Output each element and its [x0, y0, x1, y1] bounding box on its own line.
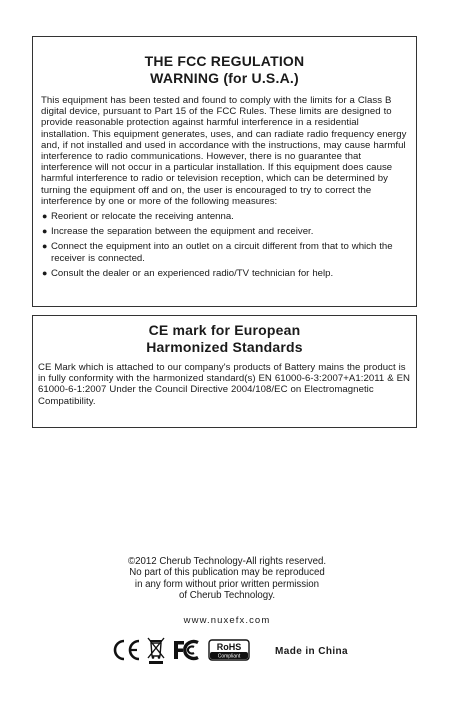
fcc-title-line1: THE FCC REGULATION: [144, 53, 305, 69]
bullet-icon: ●: [42, 211, 48, 222]
list-item: ● Reorient or relocate the receiving antenna.: [42, 211, 234, 223]
svg-text:RoHS: RoHS: [216, 642, 242, 652]
copyright-notice: [0, 556, 454, 602]
made-in-china-label: Made in China: [275, 646, 348, 657]
ce-title-line2: Harmonized Standards: [146, 338, 303, 355]
fcc-title-line2: WARNING (for U.S.A.): [150, 69, 299, 86]
certification-logos: [0, 636, 454, 666]
copyright-line: ©2012 Cherub Technology-All rights reserved.: [127, 556, 327, 567]
website-url: www.nuxefx.com: [183, 615, 271, 626]
copyright-line: in any form without prior written permission: [134, 578, 320, 590]
fcc-warning-box: [32, 36, 417, 307]
svg-text:Compliant: Compliant: [217, 653, 241, 660]
fcc-measures-list: [33, 211, 416, 279]
copyright-line: of Cherub Technology.: [178, 590, 276, 602]
list-item: ● Connect the equipment into an outlet on a circuit different from that to which the receiver is connected.: [42, 241, 393, 264]
weee-bin-icon: [146, 636, 166, 664]
fcc-body: This equipment has been tested and found to comply with the limits for a Class B digital device, pursuant to Part 15 of the FCC Rules. These limits are designed to provide reasonable protection against harmful interference in a residential installation. This equipment generates, uses, and can radiate radio frequency energy and, if not installed and used in accordance with the instructions, may cause harmful interference to radio communications. However, there is no guarantee that interference will not occur in a particular installation. If this equipment does cause harmful interference to radio or television reception, which can be determined by turning the equipment off and on, the user is encouraged to try to correct the interference by one or more of the following measures:: [41, 95, 407, 207]
list-item: ● Increase the separation between the equipment and receiver.: [42, 226, 314, 238]
bullet-icon: ●: [42, 226, 48, 237]
ce-mark-box: [32, 315, 417, 428]
ce-body: CE Mark which is attached to our company's products of Battery mains the product is in fully conformity with the harmonized standard(s) EN 61000-6-3:2007+A1:2011 & EN 61000-6-1:2007 Under the Council Directive 2004/108/EC on Electromagnetic Compatibility.: [38, 362, 411, 407]
ce-heading: [33, 322, 416, 355]
bullet-icon: ●: [42, 267, 48, 278]
rohs-compliant-icon: [208, 639, 250, 661]
list-item: ● Consult the dealer or an experienced radio/TV technician for help.: [42, 267, 334, 279]
bullet-icon: ●: [42, 241, 48, 252]
copyright-line: No part of this publication may be reproduced: [129, 567, 325, 579]
fcc-heading: [33, 53, 416, 86]
ce-title-line1: CE mark for European: [148, 322, 301, 338]
fcc-logo-icon: [172, 639, 202, 661]
ce-mark-icon: [112, 639, 142, 661]
